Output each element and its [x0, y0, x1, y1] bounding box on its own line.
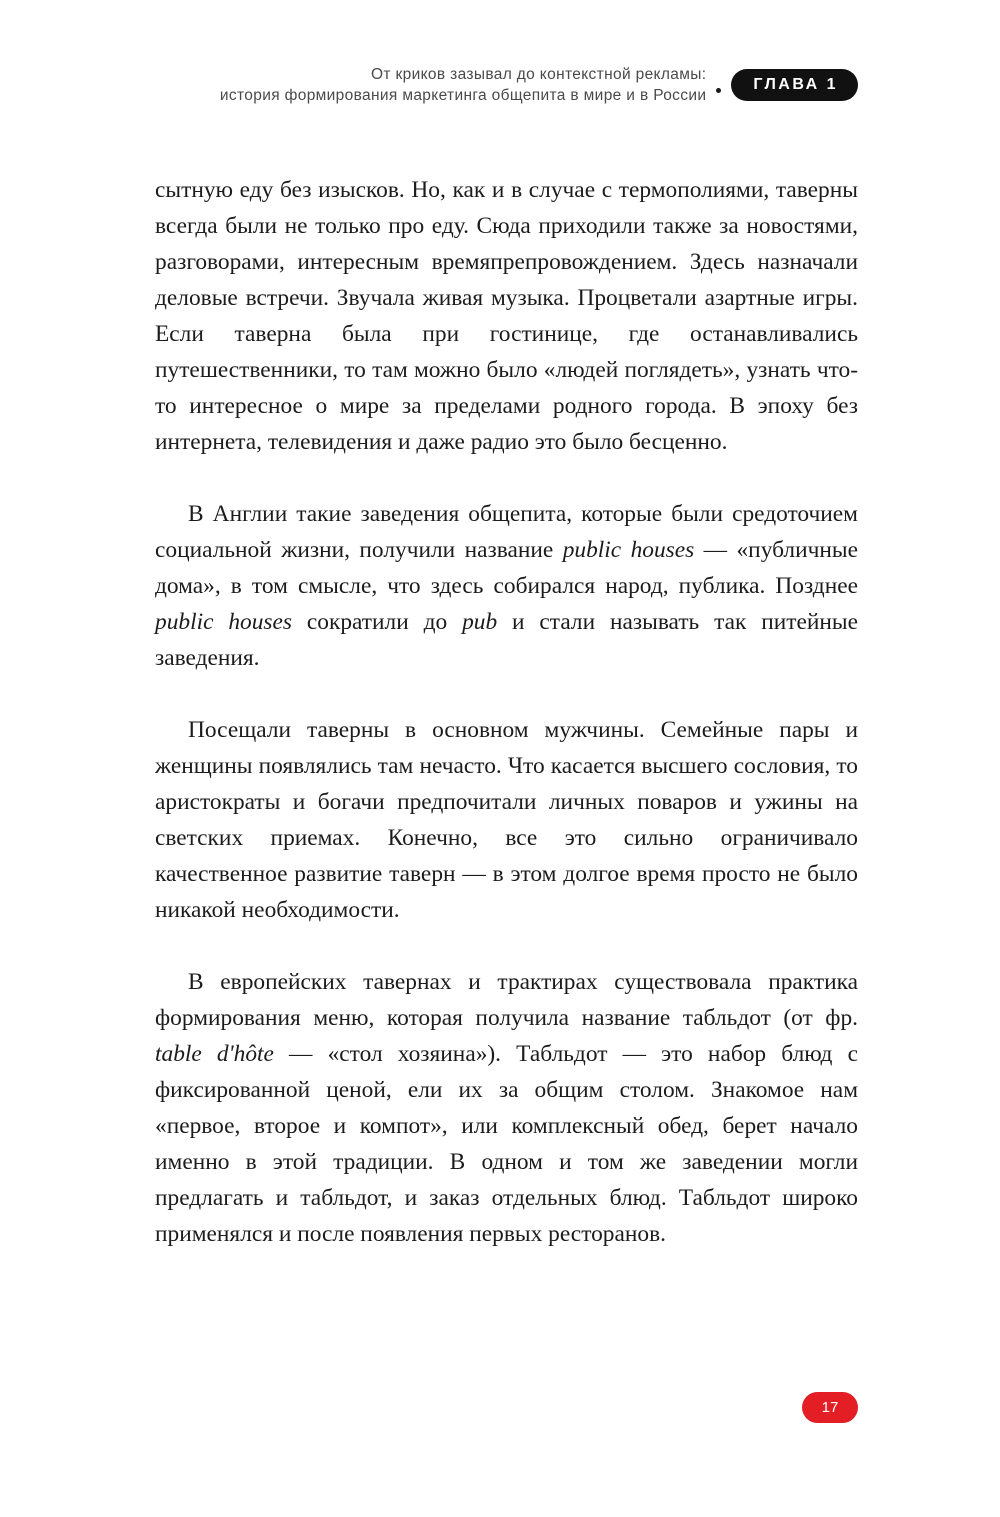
bullet-dot-icon: [716, 88, 721, 93]
paragraph-2-text-a: В Англии такие заведения общепита, которые были средоточием социальной жизни, получили название: [155, 501, 858, 563]
chapter-badge: ГЛАВА 1: [731, 69, 858, 101]
paragraph-2-italic-c: pub: [462, 609, 498, 635]
paragraph-3-text: Посещали таверны в основном мужчины. Семейные пары и женщины появлялись там нечасто. Что касается высшего сословия, то аристократы и богачи предпочитали личных поваров и ужины на светских приемах. Конечно, все это сильно ограничивало качественное развитие таверн — в этом долгое время просто не было никакой необходимости.: [155, 717, 858, 923]
paragraph-1: [155, 172, 858, 460]
paragraph-2-text-d: и стали называть так питейные заведения.: [155, 609, 858, 671]
paragraph-2-text-c: сократили до: [292, 609, 463, 635]
page-number-badge: 17: [802, 1392, 858, 1423]
paragraph-2-italic-b: public houses: [155, 609, 293, 635]
paragraph-4-text-a: В европейских тавернах и трактирах существовала практика формирования меню, которая получила название табльдот (от фр.: [155, 969, 858, 1031]
paragraph-2-text-b: — «публичные дома», в том смысле, что здесь собирался народ, публика. Позднее: [155, 537, 858, 599]
body-text: [155, 172, 858, 1252]
header-title-line-1: От криков зазывал до контекстной рекламы:: [371, 66, 707, 83]
paragraph-4-italic-a: table d'hôte: [155, 1041, 274, 1067]
running-header: [220, 64, 858, 106]
header-title: [220, 64, 707, 106]
paragraph-2: [155, 496, 858, 676]
paragraph-4: [155, 964, 858, 1252]
paragraph-1-text: сытную еду без изысков. Но, как и в случае с термополиями, таверны всегда были не только про еду. Сюда приходили также за новостями, разговорами, интересным времяпрепровождением. Здесь назначали деловые встречи. Звучала живая музыка. Процветали азартные игры. Если таверна была при гостинице, где останавливались путешественники, то там можно было «людей поглядеть», узнать что-то интересное о мире за пределами родного города. В эпоху без интернета, телевидения и даже радио это было бесценно.: [155, 177, 858, 455]
paragraph-3: [155, 712, 858, 928]
paragraph-2-italic-a: public houses: [562, 537, 695, 563]
paragraph-4-text-b: — «стол хозяина»). Табльдот — это набор блюд с фиксированной ценой, ели их за общим столом. Знакомое нам «первое, второе и компот», или комплексный обед, берет начало именно в этой традиции. В одном и том же заведении могли предлагать и табльдот, и заказ отдельных блюд. Табльдот широко применялся и после появления первых ресторанов.: [155, 1041, 858, 1247]
header-title-line-2: история формирования маркетинга общепита в мире и в России: [219, 87, 707, 104]
